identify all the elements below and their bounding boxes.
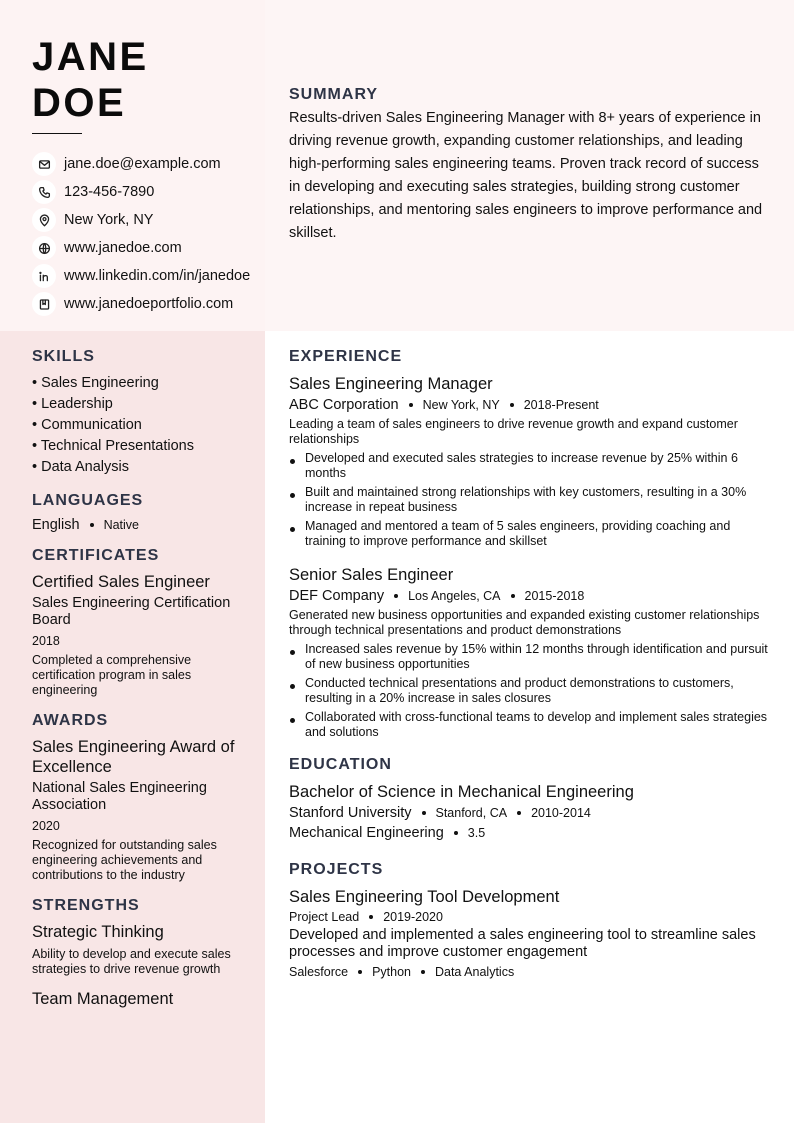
project-title: Sales Engineering Tool Development bbox=[289, 888, 560, 906]
strengths-heading: STRENGTHS bbox=[32, 897, 140, 914]
award-title: Sales Engineering Award of Excellence bbox=[32, 738, 235, 776]
contact-website[interactable] bbox=[32, 234, 250, 262]
education-meta bbox=[289, 805, 769, 821]
job-bullets bbox=[289, 451, 769, 549]
language-name: English bbox=[32, 517, 80, 533]
skill-item: • Technical Presentations bbox=[32, 438, 194, 454]
separator-dot bbox=[409, 403, 413, 407]
summary-text: Results-driven Sales Engineering Manager with 8+ years of experience in driving revenue growth, expanding customer relationships, and leading high-performing sales engineering teams. Proven track record of success in developing and executing sales strategies, building strong customer relationships, and mentoring sales engineers to improve performance and skillset. bbox=[289, 110, 763, 241]
major: Mechanical Engineering bbox=[289, 825, 444, 841]
strengths-section bbox=[32, 897, 237, 1009]
certificate-description: Completed a comprehensive certification program in sales engineering bbox=[32, 653, 192, 697]
skill-item: • Communication bbox=[32, 417, 142, 433]
gpa: 3.5 bbox=[467, 826, 486, 840]
separator-dot bbox=[511, 594, 515, 598]
bullet-text: Developed and executed sales strategies to increase revenue by 25% within 6 months bbox=[305, 451, 738, 480]
experience-section bbox=[289, 348, 769, 740]
certificates-section bbox=[32, 547, 237, 698]
summary-heading: SUMMARY bbox=[289, 86, 379, 103]
certificate-year: 2018 bbox=[32, 634, 60, 648]
bullet-dot bbox=[289, 642, 305, 672]
language-item bbox=[32, 517, 237, 533]
job-dates: 2018-Present bbox=[523, 398, 599, 412]
main-content bbox=[289, 348, 769, 979]
bullet-text: Managed and mentored a team of 5 sales engineers, providing coaching and training to improve performance and skillset bbox=[305, 519, 731, 548]
certificate-title: Certified Sales Engineer bbox=[32, 573, 210, 591]
project-tags bbox=[289, 965, 769, 979]
awards-section bbox=[32, 712, 237, 883]
education-details bbox=[289, 825, 769, 841]
job-bullet bbox=[289, 451, 769, 481]
bullet-text: Conducted technical presentations and product demonstrations to customers, resulting in a 20% increase in sales closures bbox=[305, 676, 734, 705]
award-description: Recognized for outstanding sales engineering achievements and contributions to the industry bbox=[32, 838, 217, 882]
separator-dot bbox=[421, 970, 425, 974]
bullet-dot bbox=[289, 451, 305, 481]
job-company: ABC Corporation bbox=[289, 397, 399, 413]
contact-linkedin[interactable] bbox=[32, 262, 250, 290]
contact-phone[interactable] bbox=[32, 178, 250, 206]
strength-description: Ability to develop and execute sales strategies to drive revenue growth bbox=[32, 947, 231, 976]
job-bullet bbox=[289, 642, 769, 672]
candidate-name bbox=[32, 34, 149, 126]
contact-portfolio[interactable] bbox=[32, 290, 250, 318]
job-bullet bbox=[289, 710, 769, 740]
job-bullets bbox=[289, 642, 769, 740]
separator-dot bbox=[422, 811, 426, 815]
projects-heading: PROJECTS bbox=[289, 861, 384, 878]
bullet-dot bbox=[289, 676, 305, 706]
bullet-text: Collaborated with cross-functional teams to develop and implement sales strategies and solutions bbox=[305, 710, 768, 739]
skills-section bbox=[32, 348, 237, 478]
last-name: DOE bbox=[32, 81, 127, 125]
contact-list bbox=[32, 150, 250, 318]
globe-icon bbox=[32, 236, 56, 260]
project-role: Project Lead bbox=[289, 910, 360, 924]
location-pin-icon bbox=[32, 208, 56, 232]
contact-location bbox=[32, 206, 250, 234]
contact-portfolio-text: www.janedoeportfolio.com bbox=[64, 296, 234, 312]
job-title: Senior Sales Engineer bbox=[289, 566, 454, 584]
project-description: Developed and implemented a sales engineering tool to streamline sales processes and improve customer engagement bbox=[289, 927, 756, 960]
certificates-heading: CERTIFICATES bbox=[32, 547, 160, 564]
mail-icon bbox=[32, 152, 56, 176]
bullet-dot bbox=[289, 519, 305, 549]
contact-location-text: New York, NY bbox=[64, 212, 154, 228]
project-meta bbox=[289, 910, 769, 924]
separator-dot bbox=[394, 594, 398, 598]
job-dates: 2015-2018 bbox=[524, 589, 585, 603]
job-location: New York, NY bbox=[422, 398, 500, 412]
project-tag: Salesforce bbox=[289, 965, 349, 979]
job-bullet bbox=[289, 519, 769, 549]
sidebar-content bbox=[32, 348, 237, 1023]
language-level: Native bbox=[103, 518, 139, 532]
portfolio-icon bbox=[32, 292, 56, 316]
job-meta bbox=[289, 397, 769, 413]
contact-phone-text: 123-456-7890 bbox=[64, 184, 155, 200]
separator-dot bbox=[517, 811, 521, 815]
award-issuer: National Sales Engineering Association bbox=[32, 780, 207, 813]
first-name: JANE bbox=[32, 35, 149, 79]
job-company: DEF Company bbox=[289, 588, 385, 604]
school-location: Stanford, CA bbox=[435, 806, 508, 820]
strength-title: Strategic Thinking bbox=[32, 923, 164, 941]
contact-website-text: www.janedoe.com bbox=[64, 240, 182, 256]
degree-title: Bachelor of Science in Mechanical Engineering bbox=[289, 783, 634, 801]
job-bullet bbox=[289, 485, 769, 515]
job-summary: Leading a team of sales engineers to drive revenue growth and expand customer relationships bbox=[289, 417, 738, 446]
projects-section bbox=[289, 861, 769, 979]
job-entry bbox=[289, 374, 769, 549]
project-tag: Data Analytics bbox=[434, 965, 515, 979]
awards-heading: AWARDS bbox=[32, 712, 109, 729]
skill-item: • Leadership bbox=[32, 396, 113, 412]
bullet-text: Increased sales revenue by 15% within 12 months through identification and pursuit of new business opportunities bbox=[305, 642, 768, 671]
job-bullet bbox=[289, 676, 769, 706]
separator-dot bbox=[90, 523, 94, 527]
contact-email-text: jane.doe@example.com bbox=[64, 156, 221, 172]
experience-heading: EXPERIENCE bbox=[289, 348, 403, 365]
skill-item: • Sales Engineering bbox=[32, 375, 159, 391]
job-summary: Generated new business opportunities and expanded existing customer relationships through technical presentations and product demonstrations bbox=[289, 608, 760, 637]
award-year: 2020 bbox=[32, 819, 60, 833]
project-tag: Python bbox=[372, 965, 411, 979]
education-dates: 2010-2014 bbox=[531, 806, 591, 820]
linkedin-icon bbox=[32, 264, 56, 288]
job-title: Sales Engineering Manager bbox=[289, 375, 493, 393]
certificate-issuer: Sales Engineering Certification Board bbox=[32, 595, 231, 628]
school-name: Stanford University bbox=[289, 805, 412, 821]
skill-item: • Data Analysis bbox=[32, 459, 129, 475]
languages-heading: LANGUAGES bbox=[32, 492, 144, 509]
separator-dot bbox=[510, 403, 514, 407]
separator-dot bbox=[369, 915, 373, 919]
summary-section bbox=[289, 86, 774, 245]
bullet-text: Built and maintained strong relationships with key customers, resulting in a 30% increase in repeat business bbox=[305, 485, 747, 514]
phone-icon bbox=[32, 180, 56, 204]
strength-title: Team Management bbox=[32, 990, 174, 1008]
education-section bbox=[289, 756, 769, 841]
project-dates: 2019-2020 bbox=[383, 910, 443, 924]
contact-linkedin-text: www.linkedin.com/in/janedoe bbox=[64, 268, 251, 284]
bullet-dot bbox=[289, 485, 305, 515]
contact-email[interactable] bbox=[32, 150, 250, 178]
education-heading: EDUCATION bbox=[289, 756, 392, 773]
bullet-dot bbox=[289, 710, 305, 740]
separator-dot bbox=[454, 831, 458, 835]
languages-section bbox=[32, 492, 237, 533]
job-meta bbox=[289, 588, 769, 604]
job-location: Los Angeles, CA bbox=[408, 589, 501, 603]
job-entry bbox=[289, 565, 769, 740]
name-divider bbox=[32, 133, 82, 134]
skills-heading: SKILLS bbox=[32, 348, 95, 365]
separator-dot bbox=[358, 970, 362, 974]
